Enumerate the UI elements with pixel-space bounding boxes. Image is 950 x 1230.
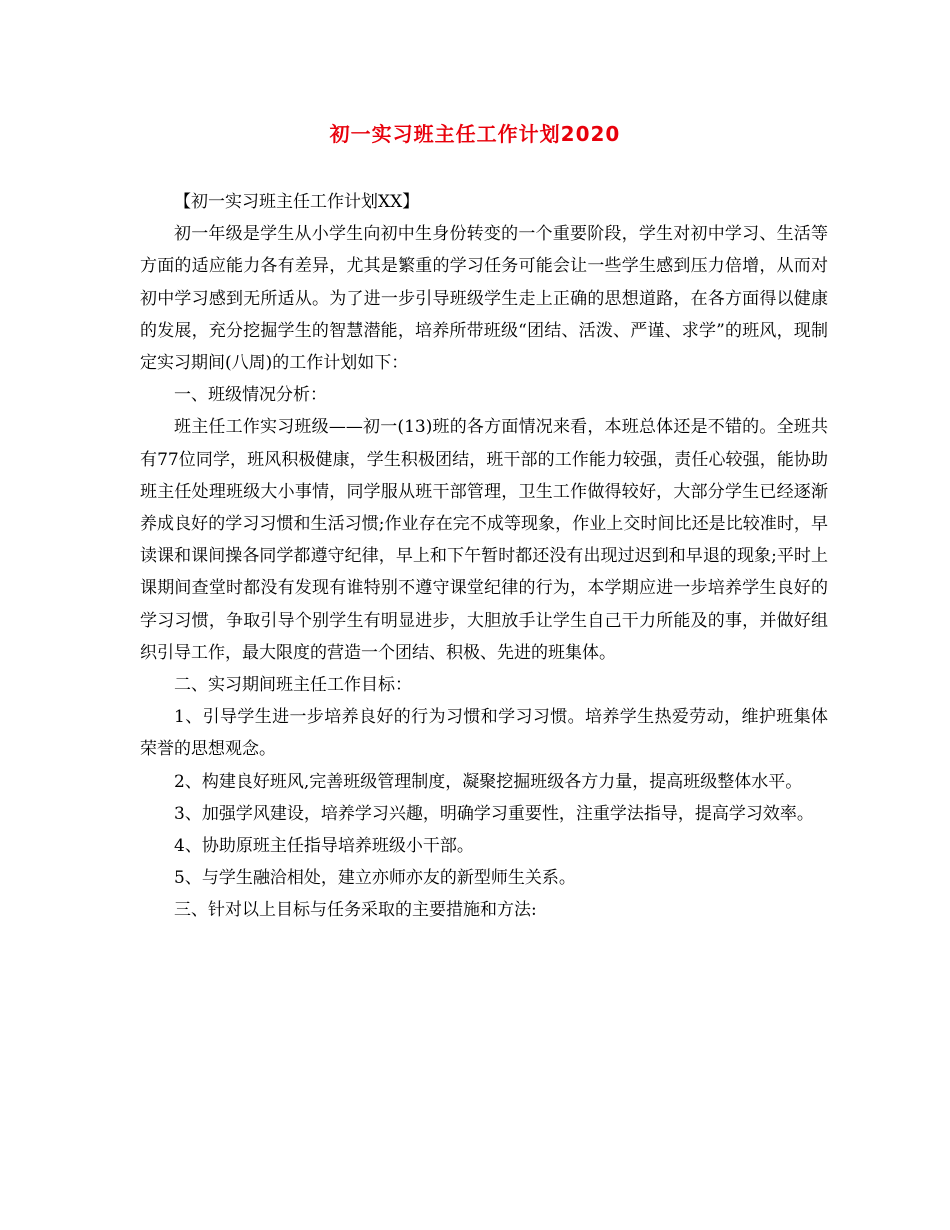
intro-paragraph: 初一年级是学生从小学生向初中生身份转变的一个重要阶段，学生对初中学习、生活等方面的适应能力各有差异，尤其是繁重的学习任务可能会让一些学生感到压力倍增，从而对初中学习感到无所适从。为了进一步引导班级学生走上正确的思想道路，在各方面得以健康的发展，充分挖掘学生的智慧潜能，培养所带班级“团结、活泼、严谨、求学”的班风，现制定实习期间(八周)的工作计划如下： bbox=[140, 224, 828, 374]
section-heading-class-analysis: 一、班级情况分析： bbox=[174, 385, 327, 406]
document-body bbox=[140, 186, 828, 927]
section-heading-goals: 二、实习期间班主任工作目标： bbox=[174, 675, 412, 696]
goal-item-2: 2、构建良好班风,完善班级管理制度，凝聚挖掘班级各方力量，提高班级整体水平。 bbox=[174, 771, 803, 792]
section-heading-measures: 三、针对以上目标与任务采取的主要措施和方法: bbox=[174, 900, 537, 921]
goal-item-5: 5、与学生融洽相处，建立亦师亦友的新型师生关系。 bbox=[174, 868, 576, 889]
goal-item-3: 3、加强学风建设，培养学习兴趣，明确学习重要性，注重学法指导，提高学习效率。 bbox=[174, 803, 814, 824]
goal-item-4: 4、协助原班主任指导培养班级小干部。 bbox=[174, 836, 474, 857]
goal-item-1: 1、引导学生进一步培养良好的行为习惯和学习习惯。培养学生热爱劳动，维护班集体荣誉的思想观念。 bbox=[140, 707, 828, 760]
document-title: 初一实习班主任工作计划2020 bbox=[329, 122, 621, 146]
class-analysis-paragraph: 班主任工作实习班级——初一(13)班的各方面情况来看，本班总体还是不错的。全班共有77位同学，班风积极健康，学生积极团结，班干部的工作能力较强，责任心较强，能协助班主任处理班级大小事情，同学服从班干部管理，卫生工作做得较好，大部分学生已经逐渐养成良好的学习习惯和生活习惯;作业存在完不成等现象，作业上交时间比还是比较准时，早读课和课间操各同学都遵守纪律，早上和下午暂时都还没有出现过迟到和早退的现象;平时上课期间查堂时都没有发现有谁特别不遵守课堂纪律的行为，本学期应进一步培养学生良好的学习习惯，争取引导个别学生有明显进步，大胆放手让学生自己干力所能及的事，并做好组织引导工作，最大限度的营造一个团结、积极、先进的班集体。 bbox=[140, 417, 828, 663]
subtitle-paragraph: 【初一实习班主任工作计划XX】 bbox=[174, 192, 420, 212]
